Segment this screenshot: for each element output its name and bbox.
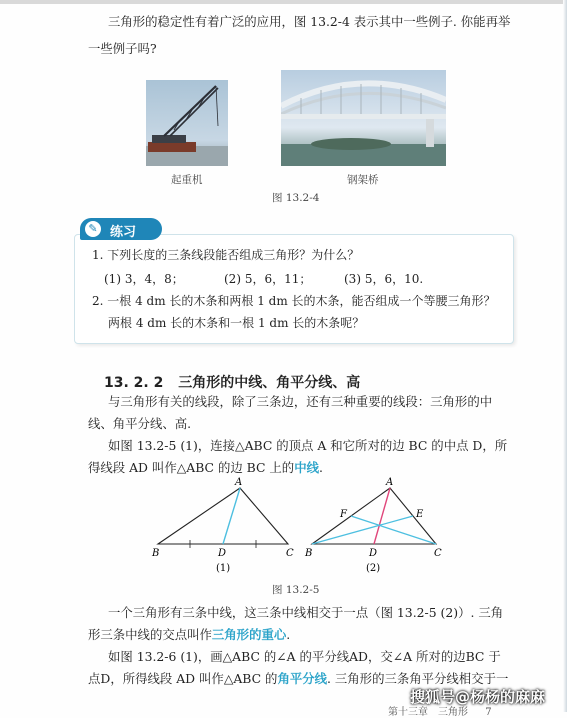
label-f: F — [340, 509, 347, 520]
section-title: 三角形的中线、角平分线、高 — [178, 375, 361, 391]
median-ad — [374, 488, 390, 544]
label-a: A — [386, 477, 394, 488]
page-edge — [563, 0, 567, 712]
para3-line-2 — [88, 626, 290, 644]
para1-line-1: 与三角形有关的线段，除了三条边，还有三种重要的线段：三角形的中 — [108, 394, 493, 409]
exercise-q1-option-3: (3) 5，6，10. — [344, 272, 424, 286]
triangle-abc — [158, 488, 288, 544]
para3-end: . — [286, 627, 291, 642]
para2-end: . — [318, 460, 323, 475]
term-angle-bisector: 角平分线 — [277, 671, 328, 686]
para4-end: . 三角形的三条角平分线相交于一 — [327, 671, 509, 686]
label-c: C — [434, 548, 442, 559]
chapter-label: 第十三章 三角形 — [388, 707, 468, 718]
section-number: 13. 2. 2 — [104, 375, 164, 391]
crane-photo — [146, 80, 228, 166]
para2-line-1: 如图 13.2-5 (1)，连接△ABC 的顶点 A 和它所对的边 BC 的中点 D，所 — [108, 438, 508, 453]
exercise-q1: 1. 下列长度的三条线段能否组成三角形？为什么？ — [92, 248, 360, 262]
para1-line-2: 线、角平分线、高. — [88, 416, 192, 431]
label-e: E — [416, 509, 424, 520]
pencil-icon: ✎ — [85, 221, 101, 237]
term-median: 中线 — [294, 460, 319, 475]
figure-13-2-5-caption: 图 13.2-5 — [272, 584, 320, 596]
para3-line-1: 一个三角形有三条中线，这三条中线相交于一点（图 13.2-5 (2)）. 三角 — [108, 605, 504, 620]
label-d: D — [369, 548, 378, 559]
figure-13-2-4-caption: 图 13.2-4 — [272, 192, 320, 204]
term-centroid: 三角形的重心 — [211, 627, 287, 642]
intro-line-2: 一些例子吗? — [88, 41, 157, 56]
section-heading — [104, 372, 360, 392]
label-b: B — [305, 548, 313, 559]
para3-text: 形三条中线的交点叫作 — [88, 627, 212, 642]
figure-13-2-5-1 — [150, 476, 300, 576]
exercise-badge-label: 练习 — [110, 225, 137, 240]
exercise-q1-option-1: (1) 3，4，8； — [104, 272, 184, 286]
para4-text: 点D，所得线段 AD 叫作△ABC 的 — [88, 671, 278, 686]
label-c: C — [286, 548, 294, 559]
watermark: 搜狐号@杨杨的麻麻 — [409, 688, 545, 706]
exercise-q2-line-1: 2. 一根 4 dm 长的木条和两根 1 dm 长的木条，能否组成一个等腰三角形？ — [92, 294, 496, 308]
bridge-caption: 钢架桥 — [347, 174, 379, 186]
label-a: A — [235, 477, 243, 488]
para2-text: 得线段 AD 叫作△ABC 的边 BC 上的 — [88, 460, 295, 475]
subfigure-2-label: (2) — [366, 563, 381, 574]
crane-caption: 起重机 — [171, 174, 203, 186]
label-b: B — [152, 548, 160, 559]
subfigure-1-label: (1) — [216, 563, 231, 574]
exercise-q2-line-2: 两根 4 dm 长的木条和一根 1 dm 长的木条呢？ — [108, 316, 365, 330]
exercise-badge — [80, 218, 162, 240]
exercise-q1-option-2: (2) 5，6，11； — [224, 272, 312, 286]
para2-line-2 — [88, 459, 323, 477]
top-border — [0, 0, 567, 4]
median-ad — [223, 488, 240, 544]
figure-13-2-5-2 — [302, 476, 452, 576]
para4-line-1: 如图 13.2-6 (1)，画△ABC 的∠A 的平分线AD，交∠A 所对的边BC 于 — [108, 649, 501, 664]
bridge-photo — [281, 70, 446, 166]
label-d: D — [218, 548, 227, 559]
page-number: 7 — [485, 707, 492, 718]
intro-line-1: 三角形的稳定性有着广泛的应用，图 13.2-4 表示其中一些例子. 你能再举 — [108, 14, 511, 29]
